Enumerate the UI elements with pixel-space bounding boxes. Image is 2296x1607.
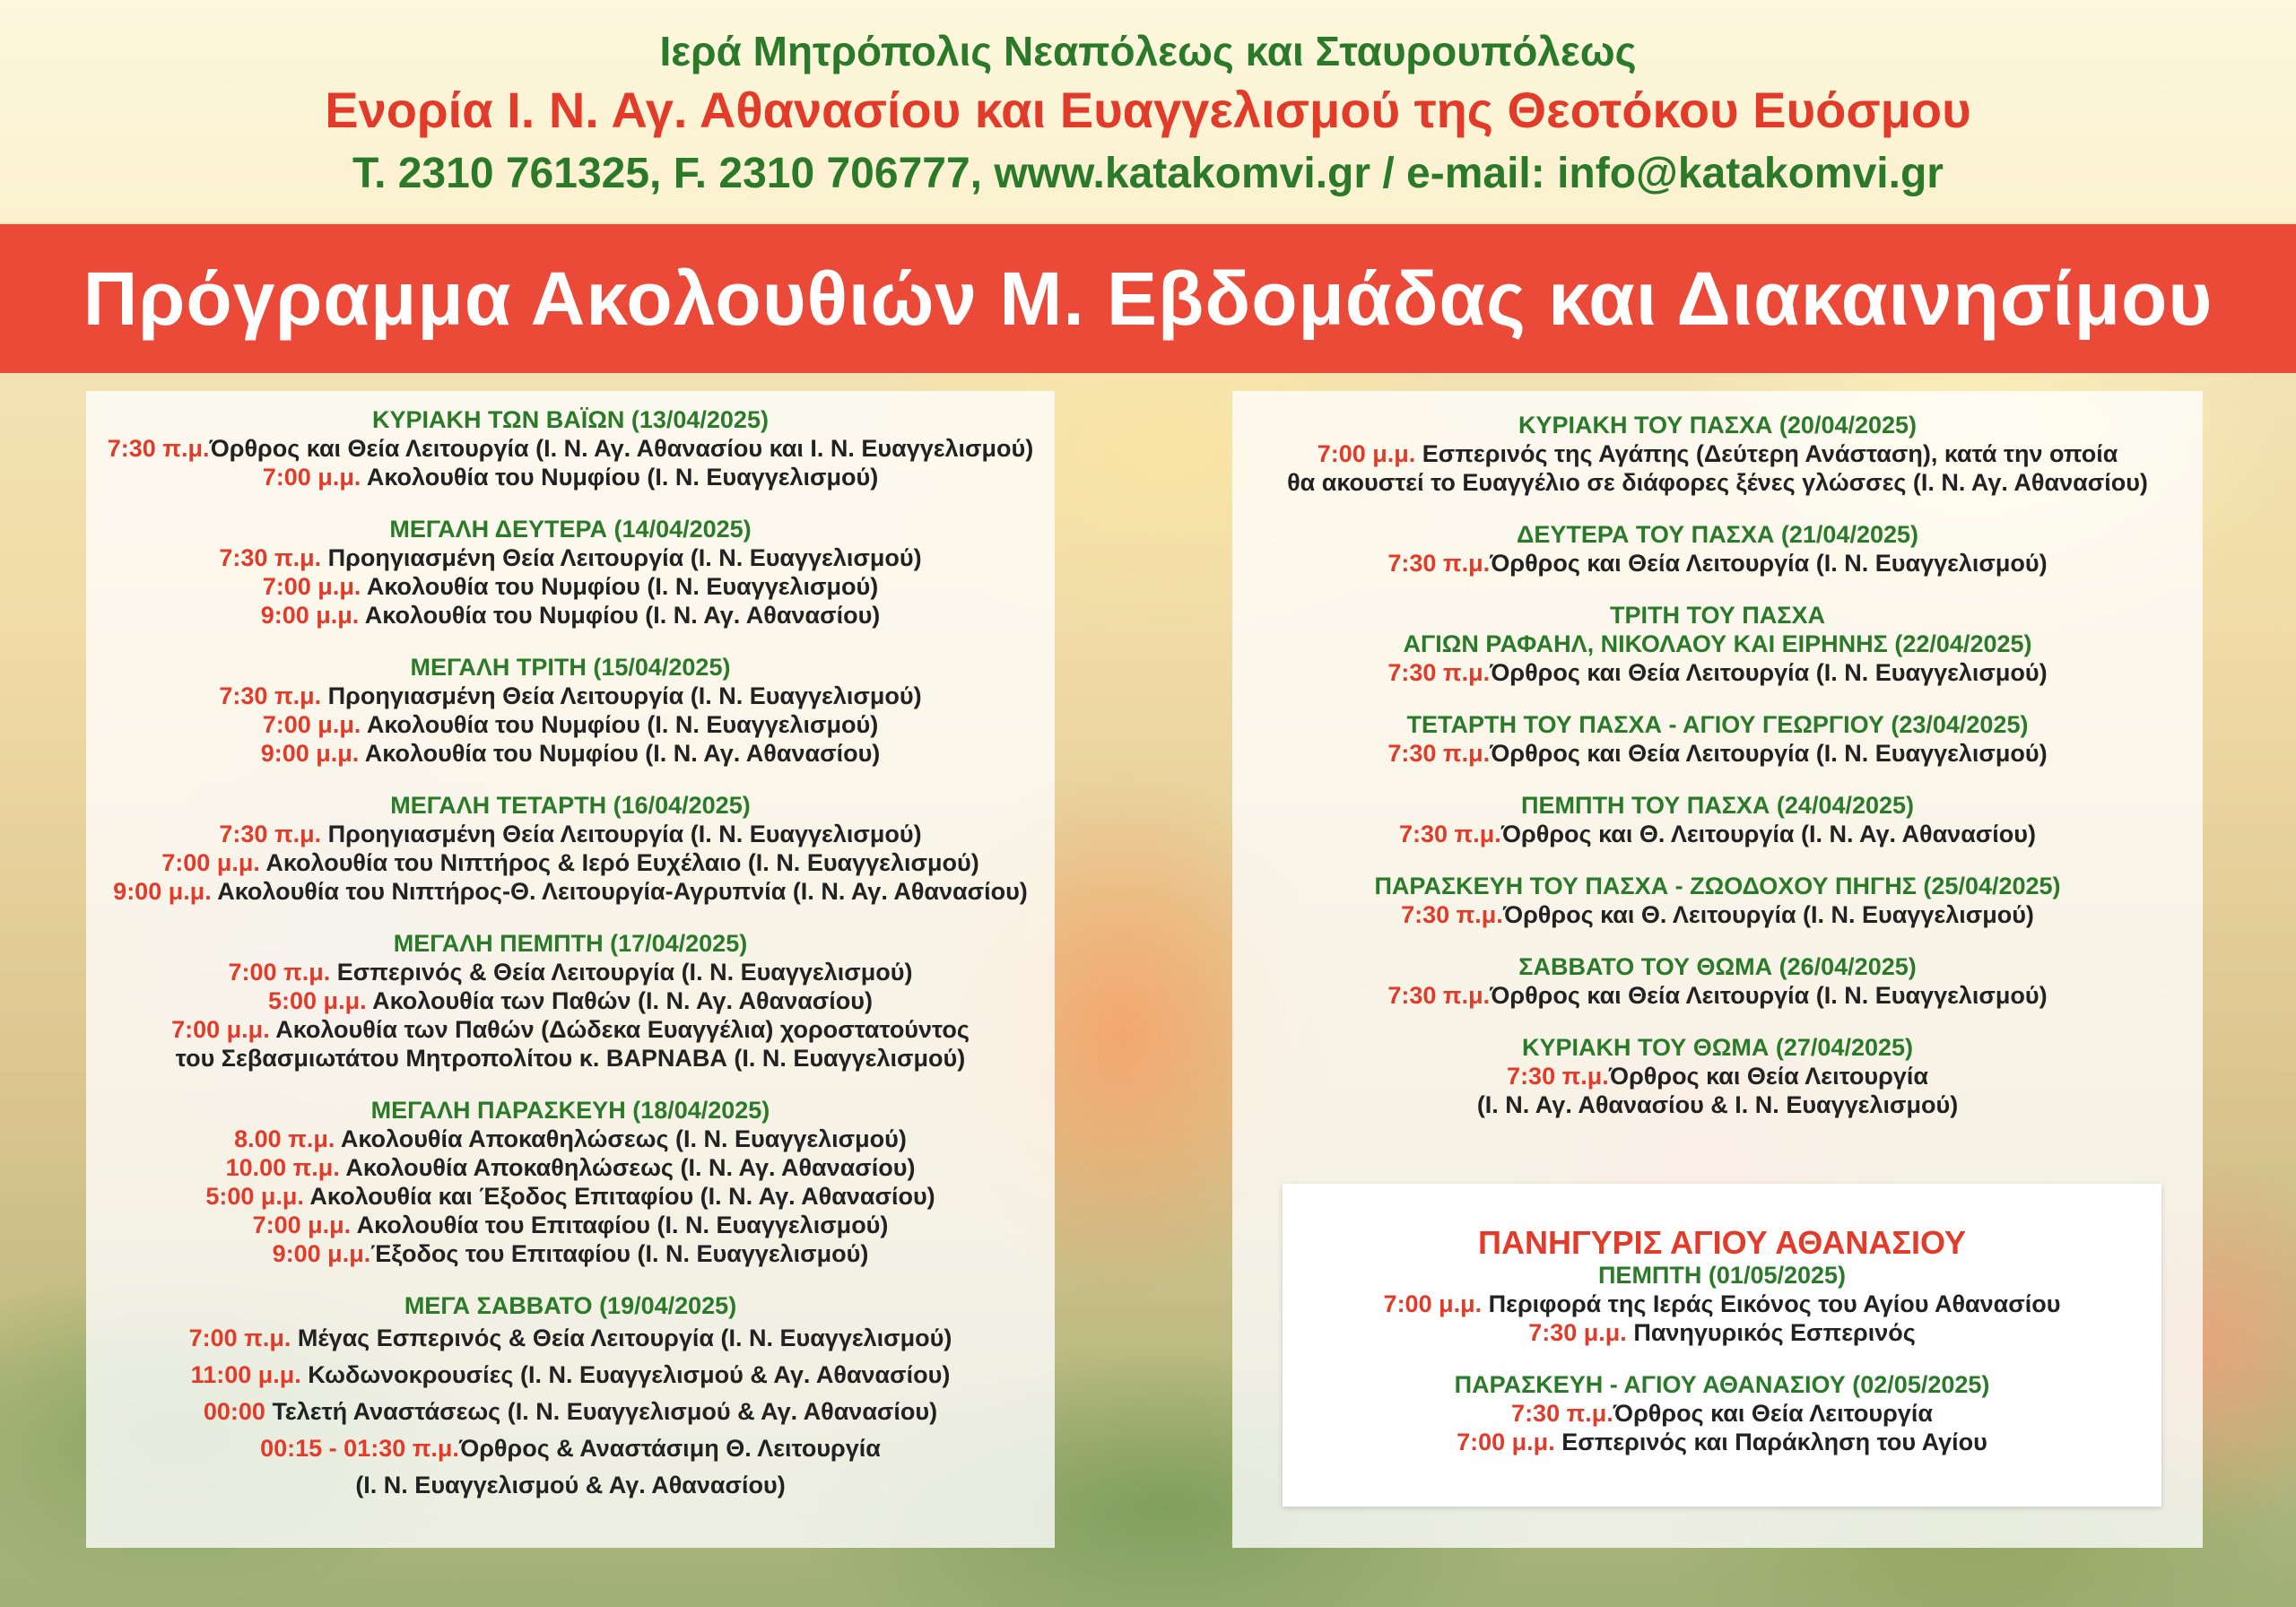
service-description: Όρθρος και Θεία Λειτουργία (Ι. Ν. Ευαγγελισμού) <box>1490 659 2048 686</box>
section-title: ΜΕΓΑΛΗ ΤΕΤΑΡΤΗ (16/04/2025) <box>390 792 751 819</box>
section-title: ΤΡΙΤΗ ΤΟΥ ΠΑΣΧΑ <box>1610 602 1825 629</box>
schedule-line <box>86 958 1055 986</box>
service-description: Ακολουθία των Παθών (Ι. Ν. Αγ. Αθανασίου) <box>366 987 873 1014</box>
service-description: Ακολουθία του Νυμφίου (Ι. Ν. Αγ. Αθανασίου) <box>359 740 881 767</box>
service-time: 7:00 μ.μ. <box>262 573 361 600</box>
schedule-line <box>86 572 1055 601</box>
schedule-section <box>1232 411 2203 497</box>
section-title: ΠΑΡΑΣΚΕΥΗ - ΑΓΙΟΥ ΑΘΑΝΑΣΙΟΥ (02/05/2025) <box>1454 1371 1990 1398</box>
schedule-section <box>1283 1370 2161 1456</box>
schedule-line <box>86 601 1055 630</box>
schedule-line <box>86 1430 1055 1467</box>
schedule-line <box>86 986 1055 1015</box>
service-description: Ακολουθία Αποκαθηλώσεως (Ι. Ν. Αγ. Αθανασίου) <box>339 1154 916 1181</box>
service-description: του Σεβασμιωτάτου Μητροπολίτου κ. ΒΑΡΝΑΒΑ (Ι. Ν. Ευαγγελισμού) <box>175 1045 966 1072</box>
service-description: Ακολουθία των Παθών (Δώδεκα Ευαγγέλια) χοροστατούντος <box>269 1016 970 1043</box>
schedule-section <box>1232 1033 2203 1119</box>
service-description: Ακολουθία του Νυμφίου (Ι. Ν. Ευαγγελισμού) <box>361 711 879 738</box>
schedule-line <box>1232 981 2203 1010</box>
section-title: ΣΑΒΒΑΤΟ ΤΟΥ ΘΩΜΑ (26/04/2025) <box>1518 953 1917 980</box>
schedule-line <box>86 1153 1055 1182</box>
schedule-line <box>1232 1090 2203 1119</box>
schedule-line <box>86 739 1055 768</box>
service-time: 7:30 π.μ. <box>219 544 322 571</box>
service-time: 7:00 μ.μ. <box>262 464 361 491</box>
service-description: (Ι. Ν. Αγ. Αθανασίου & Ι. Ν. Ευαγγελισμού) <box>1476 1091 1959 1118</box>
service-description: Όρθρος και Θεία Λειτουργία <box>1613 1400 1933 1427</box>
section-title: ΠΑΡΑΣΚΕΥΗ ΤΟΥ ΠΑΣΧΑ - ΖΩΟΔΟΧΟΥ ΠΗΓΗΣ (25/04/2025) <box>1374 873 2061 899</box>
service-description: Όρθρος και Θεία Λειτουργία <box>1608 1063 1928 1090</box>
schedule-section <box>86 1096 1055 1268</box>
service-description: Εσπερινός & Θεία Λειτουργία (Ι. Ν. Ευαγγελισμού) <box>330 959 913 986</box>
service-time: 7:30 π.μ. <box>107 435 210 462</box>
service-description: Πανηγυρικός Εσπερινός <box>1626 1319 1916 1346</box>
section-title: ΚΥΡΙΑΚΗ ΤΟΥ ΘΩΜΑ (27/04/2025) <box>1521 1034 1914 1061</box>
schedule-line <box>86 1044 1055 1073</box>
service-time: 9:00 μ.μ. <box>260 740 360 767</box>
service-description: Όρθρος και Θεία Λειτουργία (Ι. Ν. Αγ. Αθανασίου και Ι. Ν. Ευαγγελισμού) <box>209 435 1034 462</box>
service-time: 7:00 μ.μ. <box>262 711 361 738</box>
service-time: 7:30 π.μ. <box>1401 901 1503 928</box>
metropolis-title: Ιερά Μητρόπολις Νεαπόλεως και Σταυρουπόλεως <box>659 28 1637 74</box>
section-title: ΜΕΓΑ ΣΑΒΒΑΤΟ (19/04/2025) <box>404 1292 737 1319</box>
service-description: Εσπερινός και Παράκληση του Αγίου <box>1554 1429 1987 1455</box>
service-description: (Ι. Ν. Ευαγγελισμού & Αγ. Αθανασίου) <box>355 1472 786 1498</box>
parish-title: Ενορία Ι. Ν. Αγ. Αθανασίου και Ευαγγελισμού της Θεοτόκου Ευόσμου <box>325 82 1971 138</box>
section-title: ΜΕΓΑΛΗ ΠΕΜΠΤΗ (17/04/2025) <box>393 930 748 957</box>
schedule-line <box>86 1320 1055 1357</box>
schedule-line <box>1232 658 2203 687</box>
section-title: ΔΕΥΤΕΡΑ ΤΟΥ ΠΑΣΧΑ (21/04/2025) <box>1516 521 1919 548</box>
schedule-line <box>86 1467 1055 1504</box>
service-description: Έξοδος του Επιταφίου (Ι. Ν. Ευαγγελισμού) <box>370 1240 869 1267</box>
schedule-section <box>86 405 1055 491</box>
service-time: 10.00 π.μ. <box>225 1154 340 1181</box>
schedule-section <box>86 515 1055 630</box>
service-time: 7:30 μ.μ. <box>1528 1319 1627 1346</box>
schedule-line <box>86 1394 1055 1430</box>
service-description: Όρθρος και Θ. Λειτουργία (Ι. Ν. Ευαγγελισμού) <box>1502 901 2034 928</box>
service-time: 7:00 μ.μ. <box>1383 1290 1483 1317</box>
service-time: 9:00 μ.μ. <box>272 1240 371 1267</box>
schedule-line <box>1232 549 2203 578</box>
schedule-line <box>1232 439 2203 468</box>
service-time: 5:00 μ.μ. <box>205 1183 304 1210</box>
service-time: 7:30 π.μ. <box>1387 659 1491 686</box>
service-description: Εσπερινός της Αγάπης (Δεύτερη Ανάσταση), κατά την οποία <box>1415 440 2118 467</box>
service-description: Κωδωνοκρουσίες (Ι. Ν. Ευαγγελισμού & Αγ. Αθανασίου) <box>300 1361 951 1388</box>
service-time: 00:00 <box>203 1398 265 1425</box>
section-title: ΜΕΓΑΛΗ ΤΡΙΤΗ (15/04/2025) <box>410 654 731 681</box>
schedule-line <box>86 682 1055 710</box>
service-time: 7:30 π.μ. <box>1511 1400 1613 1427</box>
schedule-line <box>1232 468 2203 497</box>
service-description: Προηγιασμένη Θεία Λειτουργία (Ι. Ν. Ευαγγελισμού) <box>321 821 922 847</box>
service-description: Προηγιασμένη Θεία Λειτουργία (Ι. Ν. Ευαγγελισμού) <box>321 682 922 709</box>
service-description: Τελετή Αναστάσεως (Ι. Ν. Ευαγγελισμού & Αγ. Αθανασίου) <box>265 1398 938 1425</box>
header <box>0 0 2296 222</box>
schedule-line <box>86 1211 1055 1239</box>
service-time: 7:30 π.μ. <box>219 821 322 847</box>
schedule-line <box>1283 1318 2161 1347</box>
section-title: ΚΥΡΙΑΚΗ ΤΩΝ ΒΑΪΩΝ (13/04/2025) <box>372 406 769 433</box>
schedule-line <box>86 877 1055 906</box>
schedule-line <box>86 434 1055 463</box>
section-title: ΚΥΡΙΑΚΗ ΤΟΥ ΠΑΣΧΑ (20/04/2025) <box>1518 412 1918 439</box>
service-time: 7:00 μ.μ. <box>1457 1429 1555 1455</box>
service-description: Περιφορά της Ιεράς Εικόνος του Αγίου Αθανασίου <box>1482 1290 2061 1317</box>
service-time: 7:30 π.μ. <box>219 682 322 709</box>
schedule-line <box>86 848 1055 877</box>
schedule-line <box>1232 739 2203 768</box>
schedule-section <box>86 1291 1055 1504</box>
section-title: ΜΕΓΑΛΗ ΔΕΥΤΕΡΑ (14/04/2025) <box>389 516 752 543</box>
schedule-section <box>1232 872 2203 929</box>
service-time: 5:00 μ.μ. <box>268 987 367 1014</box>
service-time: 9:00 μ.μ. <box>113 878 212 905</box>
schedule-section <box>1232 952 2203 1010</box>
service-time: 7:00 π.μ. <box>188 1325 291 1351</box>
schedule-section <box>86 653 1055 768</box>
schedule-line <box>86 1125 1055 1153</box>
schedule-section <box>86 929 1055 1073</box>
schedule-line <box>1232 1062 2203 1090</box>
schedule-line <box>1283 1428 2161 1456</box>
service-description: Ακολουθία του Νυμφίου (Ι. Ν. Ευαγγελισμού) <box>361 573 879 600</box>
schedule-line <box>1232 900 2203 929</box>
service-time: 11:00 μ.μ. <box>190 1361 301 1388</box>
service-description: Ακολουθία του Νιπτήρος-Θ. Λειτουργία-Αγρυπνία (Ι. Ν. Αγ. Αθανασίου) <box>211 878 1028 905</box>
service-description: Μέγας Εσπερινός & Θεία Λειτουργία (Ι. Ν. Ευαγγελισμού) <box>291 1325 952 1351</box>
schedule-line <box>86 1239 1055 1268</box>
schedule-line <box>86 463 1055 491</box>
service-time: 7:00 μ.μ. <box>1317 440 1416 467</box>
service-time: 7:30 π.μ. <box>1387 982 1491 1009</box>
schedule-line <box>1283 1399 2161 1428</box>
service-description: Προηγιασμένη Θεία Λειτουργία (Ι. Ν. Ευαγγελισμού) <box>321 544 922 571</box>
feast-panel <box>1283 1184 2161 1507</box>
schedule-section <box>86 791 1055 906</box>
service-time: 7:00 π.μ. <box>228 959 331 986</box>
schedule-section <box>1232 601 2203 687</box>
service-time: 7:00 μ.μ. <box>161 849 260 876</box>
service-description: Όρθρος και Θ. Λειτουργία (Ι. Ν. Αγ. Αθανασίου) <box>1500 821 2036 847</box>
service-time: 7:30 π.μ. <box>1399 821 1501 847</box>
schedule-line <box>1283 1290 2161 1318</box>
service-description: Όρθρος και Θεία Λειτουργία (Ι. Ν. Ευαγγελισμού) <box>1490 982 2048 1009</box>
service-time: 7:00 μ.μ. <box>252 1212 352 1238</box>
service-description: Όρθρος και Θεία Λειτουργία (Ι. Ν. Ευαγγελισμού) <box>1490 740 2048 767</box>
service-description: Ακολουθία του Νυμφίου (Ι. Ν. Αγ. Αθανασίου) <box>359 602 881 629</box>
service-time: 7:30 π.μ. <box>1387 740 1491 767</box>
schedule-line <box>86 710 1055 739</box>
service-description: Ακολουθία του Επιταφίου (Ι. Ν. Ευαγγελισμού) <box>351 1212 889 1238</box>
service-description: Ακολουθία του Νιπτήρος & Ιερό Ευχέλαιο (Ι. Ν. Ευαγγελισμού) <box>259 849 979 876</box>
section-title: ΠΕΜΠΤΗ ΤΟΥ ΠΑΣΧΑ (24/04/2025) <box>1520 792 1915 819</box>
schedule-line <box>86 820 1055 848</box>
service-time: 00:15 - 01:30 π.μ. <box>260 1435 459 1462</box>
service-description: Ακολουθία Αποκαθηλώσεως (Ι. Ν. Ευαγγελισμού) <box>335 1125 907 1152</box>
service-time: 8.00 π.μ. <box>234 1125 335 1152</box>
service-time: 7:30 π.μ. <box>1387 550 1491 577</box>
section-title: ΜΕΓΑΛΗ ΠΑΡΑΣΚΕΥΗ (18/04/2025) <box>370 1097 770 1124</box>
section-subtitle: ΑΓΙΩΝ ΡΑΦΑΗΛ, ΝΙΚΟΛΑΟΥ ΚΑΙ ΕΙΡΗΝΗΣ (22/04/2025) <box>1403 630 2032 657</box>
service-description: Ακολουθία του Νυμφίου (Ι. Ν. Ευαγγελισμού) <box>361 464 879 491</box>
schedule-section <box>1232 710 2203 768</box>
schedule-line <box>86 1182 1055 1211</box>
service-description: Όρθρος & Αναστάσιμη Θ. Λειτουργία <box>458 1435 881 1462</box>
service-time: 7:00 μ.μ. <box>171 1016 270 1043</box>
schedule-section <box>1232 791 2203 848</box>
schedule-section <box>1283 1261 2161 1347</box>
service-description: Ακολουθία και Έξοδος Επιταφίου (Ι. Ν. Αγ. Αθανασίου) <box>303 1183 935 1210</box>
schedule-line <box>86 1015 1055 1044</box>
schedule-line <box>86 1357 1055 1394</box>
service-time: 7:30 π.μ. <box>1507 1063 1609 1090</box>
section-title: ΠΕΜΠΤΗ (01/05/2025) <box>1597 1262 1847 1289</box>
service-time: 9:00 μ.μ. <box>260 602 360 629</box>
feast-title: ΠΑΝΗΓΥΡΙΣ ΑΓΙΟΥ ΑΘΑΝΑΣΙΟΥ <box>1478 1224 1966 1261</box>
service-description: θα ακουστεί το Ευαγγέλιο σε διάφορες ξένες γλώσσες (Ι. Ν. Αγ. Αθανασίου) <box>1287 469 2148 496</box>
schedule-line <box>86 543 1055 572</box>
schedule-line <box>1232 820 2203 848</box>
page-title: Πρόγραμμα Ακολουθιών Μ. Εβδομάδας και Διακαινησίμου <box>0 224 2296 373</box>
schedule-left-panel <box>86 391 1055 1548</box>
section-title: ΤΕΤΑΡΤΗ ΤΟΥ ΠΑΣΧΑ - ΑΓΙΟΥ ΓΕΩΡΓΙΟΥ (23/04/2025) <box>1406 711 2029 738</box>
contact-line: Τ. 2310 761325, F. 2310 706777, www.katakomvi.gr / e-mail: info@katakomvi.gr <box>352 150 1944 197</box>
service-description: Όρθρος και Θεία Λειτουργία (Ι. Ν. Ευαγγελισμού) <box>1490 550 2048 577</box>
schedule-section <box>1232 520 2203 578</box>
